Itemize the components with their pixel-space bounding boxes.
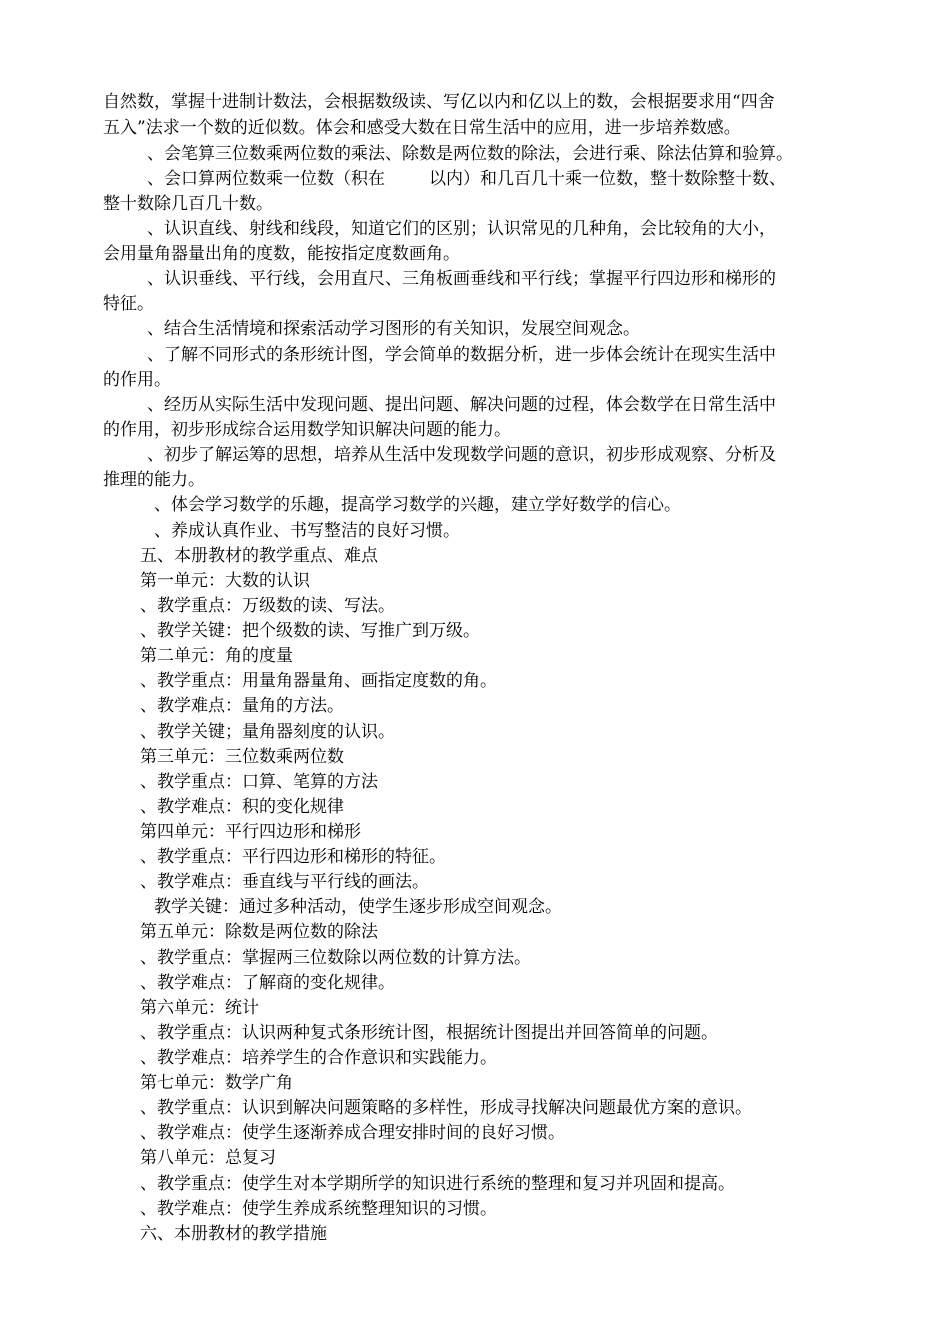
objective-line: 五入”法求一个数的近似数。体会和感受大数在日常生活中的应用，进一步培养数感。 — [103, 118, 741, 138]
unit-item: 、教学重点：认识两种复式条形统计图，根据统计图提出并回答简单的问题。 — [140, 1023, 718, 1043]
unit-title: 第八单元：总复习 — [140, 1148, 276, 1168]
objective-line: 、初步了解运筹的思想，培养从生活中发现数学问题的意识，初步形成观察、分析及 — [147, 445, 776, 465]
objective-line: 、认识垂线、平行线，会用直尺、三角板画垂线和平行线；掌握平行四边形和梯形的 — [147, 269, 776, 289]
objective-text-part: 以内）和几百几十乘一位数，整十数除整十数、 — [429, 169, 786, 189]
unit-item: 、教学重点：掌握两三位数除以两位数的计算方法。 — [140, 948, 531, 968]
unit-item: 、教学难点：了解商的变化规律。 — [140, 973, 395, 993]
unit-title: 第五单元：除数是两位数的除法 — [140, 922, 378, 942]
unit-item: 、教学难点：垂直线与平行线的画法。 — [140, 872, 429, 892]
unit-item: 、教学难点：使学生养成系统整理知识的习惯。 — [140, 1199, 497, 1219]
unit-item: 、教学关键：把个级数的读、写推广到万级。 — [140, 621, 480, 641]
unit-title: 第六单元：统计 — [140, 998, 259, 1018]
objective-line: 会用量角器量出角的度数，能按指定度数画角。 — [103, 244, 460, 264]
unit-title: 第三单元：三位数乘两位数 — [140, 747, 344, 767]
objective-line: 、了解不同形式的条形统计图，学会简单的数据分析，进一步体会统计在现实生活中 — [147, 345, 776, 365]
objective-line: 、认识直线、射线和线段，知道它们的区别；认识常见的几种角，会比较角的大小， — [147, 219, 776, 239]
unit-title: 第七单元：数学广角 — [140, 1073, 293, 1093]
objective-line: 推理的能力。 — [103, 470, 205, 490]
unit-item: 、教学难点：量角的方法。 — [140, 696, 344, 716]
unit-item: 、教学重点：平行四边形和梯形的特征。 — [140, 847, 446, 867]
unit-item: 、教学关键；量角器刻度的认识。 — [140, 722, 395, 742]
unit-item: 、教学重点：认识到解决问题策略的多样性，形成寻找解决问题最优方案的意识。 — [140, 1098, 752, 1118]
objective-line: 的作用，初步形成综合运用数学知识解决问题的能力。 — [103, 420, 511, 440]
unit-title: 第一单元：大数的认识 — [140, 571, 310, 591]
unit-key: 教学关键：通过多种活动，使学生逐步形成空间观念。 — [154, 897, 562, 917]
objective-line: 、会笔算三位数乘两位数的乘法、除数是两位数的除法，会进行乘、除法估算和验算。 — [147, 144, 793, 164]
unit-title: 第四单元：平行四边形和梯形 — [140, 822, 361, 842]
objective-text-part: 、会口算两位数乘一位数（积在 — [147, 169, 385, 189]
objective-line: 的作用。 — [103, 370, 171, 390]
unit-item: 、教学重点：口算、笔算的方法 — [140, 772, 378, 792]
unit-item: 、教学难点：培养学生的合作意识和实践能力。 — [140, 1048, 497, 1068]
objective-line: 、养成认真作业、书写整洁的良好习惯。 — [154, 521, 460, 541]
unit-item: 、教学重点：使学生对本学期所学的知识进行系统的整理和复习并巩固和提高。 — [140, 1174, 735, 1194]
section-heading: 六、本册教材的教学措施 — [140, 1224, 327, 1244]
unit-title: 第二单元：角的度量 — [140, 646, 293, 666]
objective-line: 整十数除几百几十数。 — [103, 194, 273, 214]
unit-item: 、教学重点：万级数的读、写法。 — [140, 596, 395, 616]
unit-item: 、教学难点：积的变化规律 — [140, 797, 344, 817]
unit-item: 、教学难点：使学生逐渐养成合理安排时间的良好习惯。 — [140, 1123, 565, 1143]
objective-line: 特征。 — [103, 294, 154, 314]
objective-line: 、体会学习数学的乐趣，提高学习数学的兴趣，建立学好数学的信心。 — [154, 495, 681, 515]
section-heading: 五、本册教材的教学重点、难点 — [140, 546, 378, 566]
objective-line: 、经历从实际生活中发现问题、提出问题、解决问题的过程，体会数学在日常生活中 — [147, 395, 776, 415]
objective-line: 、结合生活情境和探索活动学习图形的有关知识，发展空间观念。 — [147, 319, 640, 339]
objective-line: 自然数，掌握十进制计数法，会根据数级读、写亿以内和亿以上的数，会根据要求用“四舍 — [103, 92, 775, 112]
objective-line — [147, 167, 786, 191]
unit-item: 、教学重点：用量角器量角、画指定度数的角。 — [140, 671, 497, 691]
